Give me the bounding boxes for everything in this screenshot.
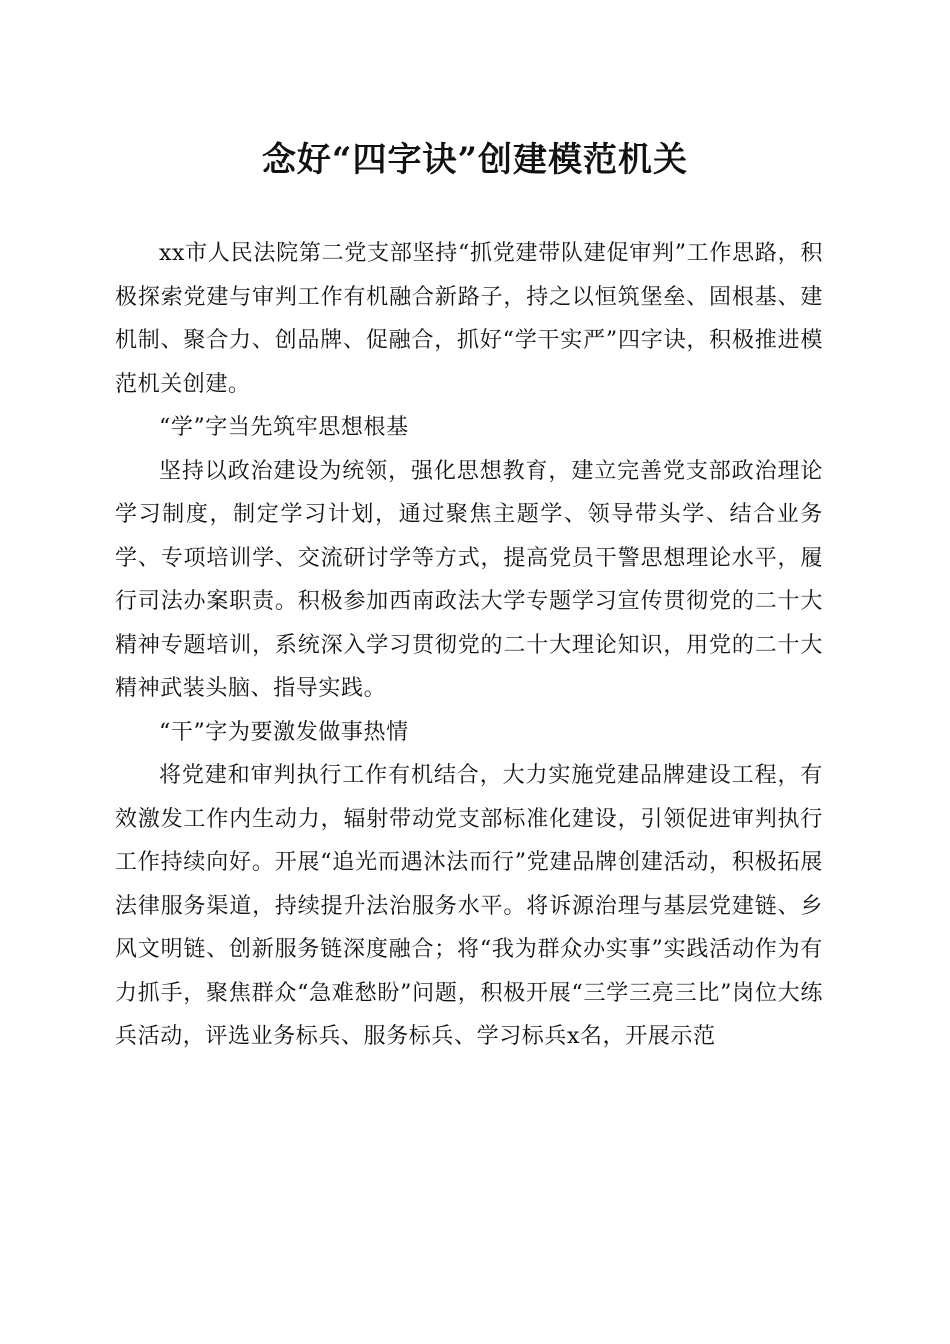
section-paragraph-work: 将党建和审判执行工作有机结合，大力实施党建品牌建设工程，有效激发工作内生动力，辐射带动党支部标准化建设，引领促进审判执行工作持续向好。开展“追光而遇沐法而行”党建品牌创建活动，积极拓展法律服务渠道，持续提升法治服务水平。将诉源治理与基层党建链、乡风文明链、创新服务链深度融合；将“我为群众办实事”实践活动作为有力抓手，聚焦群众“急难愁盼”问题，积极开展“三学三亮三比”岗位大练兵活动，评选业务标兵、服务标兵、学习标兵x名，开展示范	[115, 763, 823, 1049]
intro-paragraph: xx市人民法院第二党支部坚持“抓党建带队建促审判”工作思路，积极探索党建与审判工作有机融合新路子，持之以恒筑堡垒、固根基、建机制、聚合力、创品牌、促融合，抓好“学干实严”四字诀，积极推进模范机关创建。	[115, 241, 823, 397]
section-heading-study: “学”字当先筑牢思想根基	[159, 415, 409, 440]
document-body	[115, 232, 823, 1059]
document-title: 念好“四字诀”创建模范机关	[261, 140, 689, 180]
section-paragraph-study: 坚持以政治建设为统领，强化思想教育，建立完善党支部政治理论学习制度，制定学习计划，通过聚焦主题学、领导带头学、结合业务学、专项培训学、交流研讨学等方式，提高党员干警思想理论水平，履行司法办案职责。积极参加西南政法大学专题学习宣传贯彻党的二十大精神专题培训，系统深入学习贯彻党的二十大理论知识，用党的二十大精神武装头脑、指导实践。	[115, 458, 823, 701]
section-heading-work: “干”字为要激发做事热情	[159, 719, 409, 745]
